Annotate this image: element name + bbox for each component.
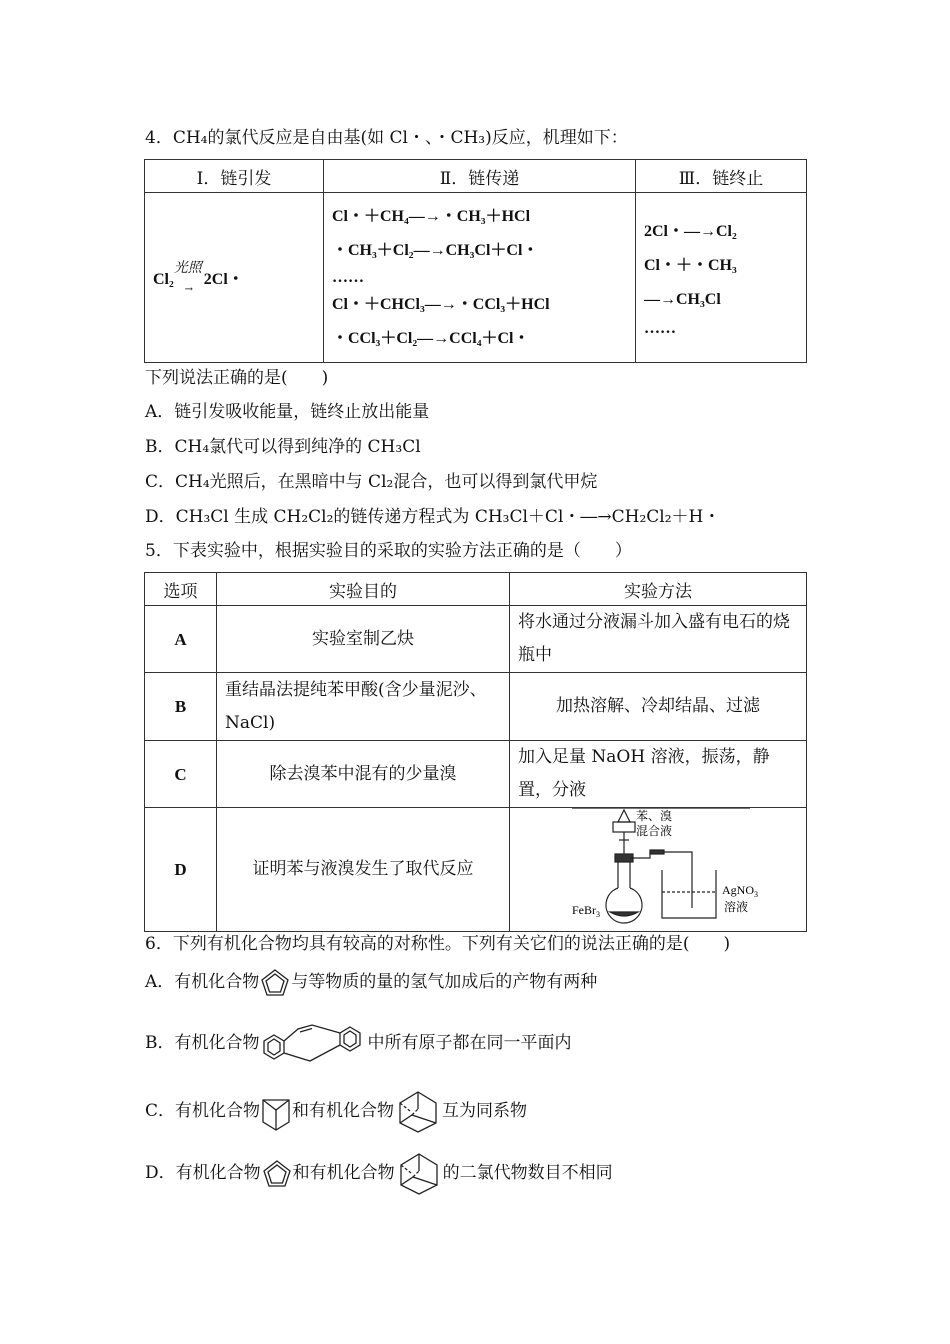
purpose-cell: 重结晶法提纯苯甲酸(含少量泥沙、NaCl)	[217, 673, 510, 741]
beaker-label-2: 溶液	[724, 900, 749, 914]
q4-stem: 4．CH₄的氯代反应是自由基(如 Cl・、・CH₃)反应，机理如下：	[145, 128, 628, 148]
cage-hydrocarbon-icon	[260, 1092, 292, 1132]
termination-line: 2Cl・―→Cl₂	[644, 222, 737, 240]
method-cell: 将水通过分液漏斗加入盛有电石的烧瓶中	[510, 606, 807, 673]
dibenzo-ring-icon	[260, 1021, 368, 1067]
option-c-prefix: C．有机化合物	[145, 1101, 261, 1121]
flask-liquid	[610, 912, 638, 916]
termination-line: Cl・＋・CH₃	[644, 256, 737, 274]
method-cell: 加热溶解、冷却结晶、过滤	[510, 673, 807, 741]
apparatus-diagram	[510, 808, 806, 931]
termination-line: ……	[644, 319, 676, 337]
catalyst-name: FeBr	[572, 903, 596, 917]
cyclopentadiene-icon	[259, 967, 291, 999]
catalyst-sub: 3	[596, 910, 600, 919]
table-row	[145, 606, 807, 673]
funnel-label-2: 混合液	[636, 824, 673, 838]
propagation-line: Cl・＋CHCl₃―→・CCl₃＋HCl	[332, 295, 550, 313]
option-d-prefix: D．有机化合物	[145, 1163, 261, 1183]
q4-option-c: C．CH₄光照后，在黑暗中与 Cl₂混合，也可以得到氯代甲烷	[145, 472, 598, 492]
header-method: 实验方法	[510, 573, 807, 606]
initiation-reactant: Cl₂	[153, 271, 174, 288]
table-row	[145, 673, 807, 741]
table-row	[145, 741, 807, 808]
light-arrow	[173, 260, 204, 295]
table-row	[145, 808, 807, 932]
purpose-cell: 证明苯与液溴发生了取代反应	[217, 808, 510, 932]
option-d-middle: 和有机化合物	[292, 1163, 395, 1183]
experiment-table	[144, 572, 807, 932]
adamantane-icon	[395, 1151, 443, 1197]
purpose-cell: 实验室制乙炔	[217, 606, 510, 673]
option-b-prefix: B．有机化合物	[145, 1033, 260, 1053]
option-label: D	[145, 808, 217, 932]
q4-option-a: A．链引发吸收能量，链终止放出能量	[145, 402, 430, 422]
beaker-reagent: AgNO	[722, 883, 754, 897]
delivery-tube	[630, 852, 692, 908]
option-c-suffix: 互为同系物	[442, 1101, 528, 1121]
header-initiation: Ⅰ．链引发	[145, 160, 324, 193]
option-c-middle: 和有机化合物	[292, 1101, 395, 1121]
option-d-suffix: 的二氯代物数目不相同	[442, 1163, 613, 1183]
option-b-suffix: 中所有原子都在同一平面内	[367, 1033, 572, 1053]
funnel-icon	[618, 810, 630, 822]
header-purpose: 实验目的	[217, 573, 510, 606]
q5-stem: 5．下表实验中，根据实验目的采取的实验方法正确的是（ ）	[145, 541, 632, 561]
q6-option-d	[145, 1150, 613, 1197]
method-cell: 加入足量 NaOH 溶液，振荡，静置，分液	[510, 741, 807, 808]
initiation-cell	[145, 193, 324, 363]
adamantane-icon	[394, 1089, 442, 1135]
option-a-suffix: 与等物质的量的氢气加成后的产物有两种	[291, 972, 598, 992]
q6-stem: 6．下列有机化合物均具有较高的对称性。下列有关它们的说法正确的是( )	[145, 934, 731, 954]
beaker-reagent-sub: 3	[754, 890, 758, 899]
cyclopentadiene-icon	[261, 1158, 293, 1190]
beaker	[662, 870, 716, 918]
option-a-prefix: A．有机化合物	[145, 972, 260, 992]
condition-label: 光照	[173, 260, 202, 276]
funnel-label-1: 苯、溴	[636, 809, 673, 823]
apparatus-cell	[510, 808, 807, 932]
tube-joint	[650, 850, 664, 854]
reaction-arrow: →	[184, 284, 193, 295]
option-label: B	[145, 673, 217, 741]
propagation-cell	[324, 193, 636, 363]
funnel-body	[613, 822, 635, 832]
option-label: A	[145, 606, 217, 673]
propagation-line: ・CCl₃＋Cl₂―→CCl₄＋Cl・	[332, 329, 530, 347]
header-propagation: Ⅱ．链传递	[324, 160, 636, 193]
q4-option-d: D．CH₃Cl 生成 CH₂Cl₂的链传递方程式为 CH₃Cl＋Cl・―→CH₂Cl₂＋H・	[145, 507, 721, 527]
propagation-line: Cl・＋CH₄―→・CH₃＋HCl	[332, 207, 531, 225]
termination-cell	[636, 193, 807, 363]
mechanism-table	[144, 159, 807, 363]
q6-option-b	[145, 1020, 572, 1067]
catalyst-label	[572, 903, 600, 919]
termination-line: ―→CH₃Cl	[644, 290, 721, 308]
option-label: C	[145, 741, 217, 808]
header-termination: Ⅲ．链终止	[636, 160, 807, 193]
purpose-cell: 除去溴苯中混有的少量溴	[217, 741, 510, 808]
q4-question: 下列说法正确的是( )	[145, 368, 329, 388]
propagation-line: ・CH₃＋Cl₂―→CH₃Cl＋Cl・	[332, 241, 539, 259]
q6-option-a	[145, 964, 597, 1000]
propagation-line: ……	[332, 268, 364, 286]
initiation-product: 2Cl・	[203, 271, 244, 288]
q6-option-c	[145, 1088, 527, 1135]
beaker-label-1	[722, 883, 758, 899]
q4-option-b: B．CH₄氯代可以得到纯净的 CH₃Cl	[145, 437, 421, 457]
header-option: 选项	[145, 573, 217, 606]
flask-bulb	[606, 888, 642, 923]
